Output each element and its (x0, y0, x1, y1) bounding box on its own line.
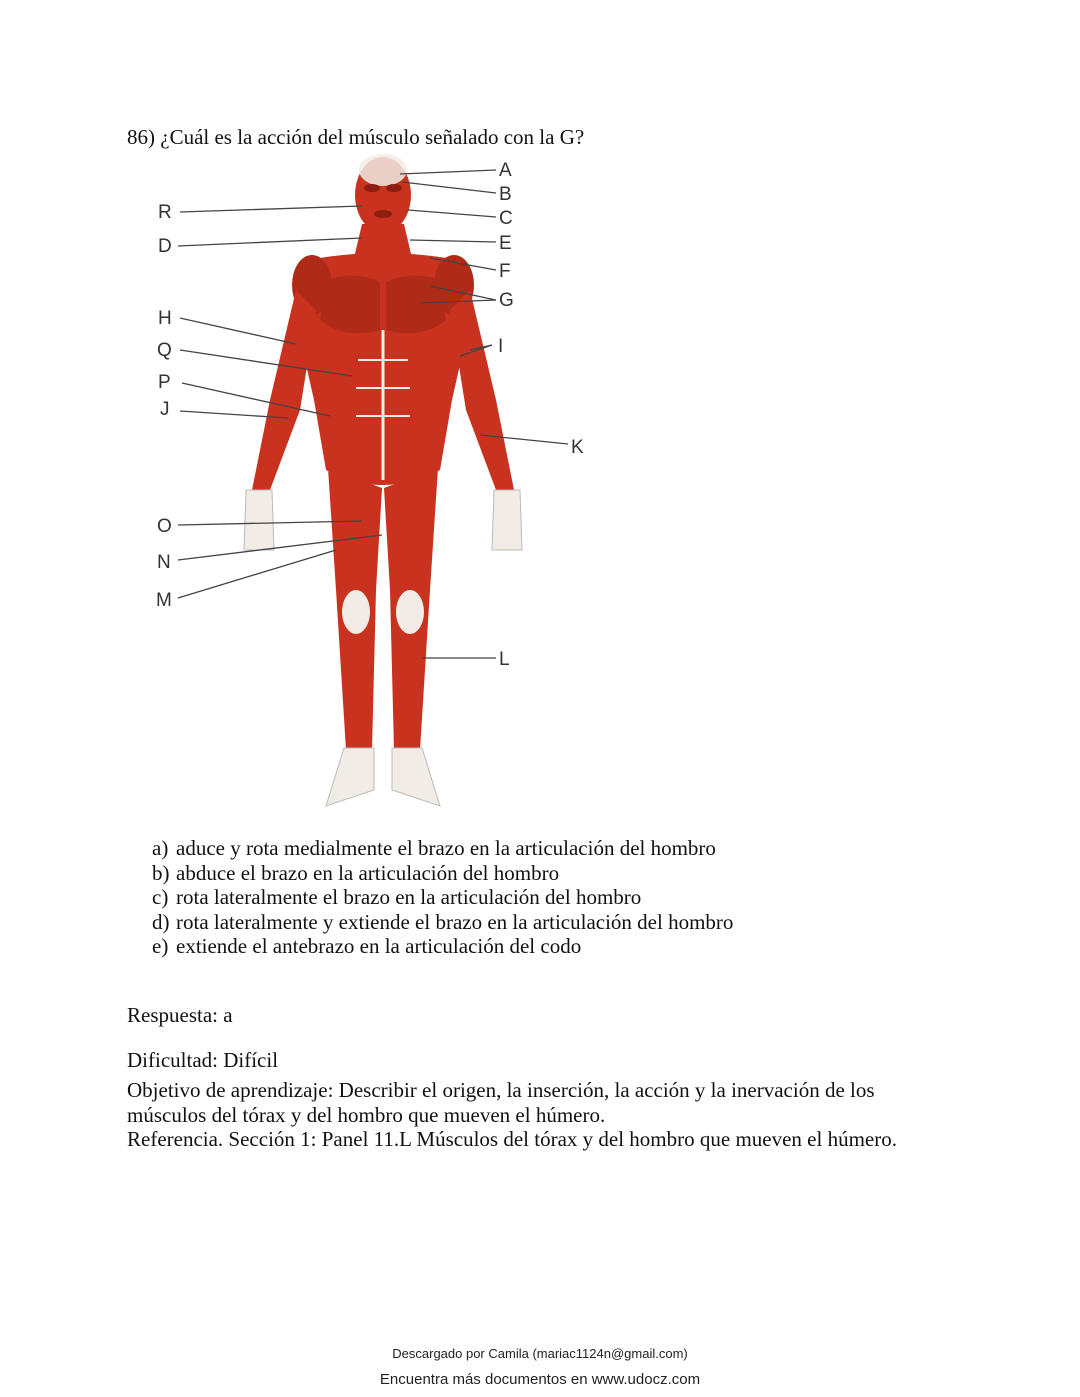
option-e (152, 934, 733, 959)
foot-right (392, 748, 440, 806)
cranium (359, 154, 407, 186)
option-letter: a) (152, 836, 169, 860)
label-m: M (156, 590, 172, 611)
label-o: O (157, 516, 172, 537)
question-text: ¿Cuál es la acción del músculo señalado con la G? (160, 125, 585, 149)
label-f: F (499, 261, 511, 282)
option-letter: e) (152, 934, 169, 958)
leader-line-p (182, 383, 330, 416)
leader-line-r (180, 206, 362, 212)
label-d: D (158, 236, 172, 257)
label-j: J (160, 399, 170, 420)
reference: Referencia. Sección 1: Panel 11.L Músculos del tórax y del hombro que mueven el húmero. (127, 1127, 897, 1151)
leader-line-e (410, 240, 496, 242)
leader-line-h (180, 318, 296, 344)
option-text: rota lateralmente el brazo en la articulación del hombro (176, 885, 642, 909)
label-k: K (571, 437, 584, 458)
difficulty: Dificultad: Difícil (127, 1048, 279, 1072)
leader-line-d (178, 238, 362, 246)
answer-options (152, 836, 733, 959)
option-text: rota lateralmente y extiende el brazo en la articulación del hombro (176, 909, 734, 934)
neck (354, 224, 412, 258)
label-e: E (499, 233, 512, 254)
option-letter: d) (152, 909, 170, 934)
option-letter: b) (152, 860, 170, 885)
leader-line-c (408, 210, 496, 217)
arm-right (450, 290, 514, 490)
muscle-anatomy-figure (140, 150, 610, 815)
option-text: abduce el brazo en la articulación del hombro (176, 860, 560, 885)
muscle-diagram (140, 150, 610, 815)
option-letter: c) (152, 885, 169, 909)
option-a (152, 836, 733, 861)
right-labels (498, 160, 584, 670)
option-c (152, 885, 733, 910)
leader-line-b (402, 182, 496, 193)
body-illustration (244, 154, 522, 806)
option-text: extiende el antebrazo en la articulación del codo (176, 934, 582, 958)
leader-line-a (400, 170, 496, 174)
arm-left (252, 290, 316, 490)
learning-objective: Objetivo de aprendizaje: Describir el origen, la inserción, la acción y la inervación de los músculos del tórax y del hombro que mueven el húmero. (127, 1078, 875, 1127)
label-g: G (499, 290, 514, 311)
knee-left (342, 590, 370, 634)
label-q: Q (157, 340, 172, 361)
option-d (152, 910, 733, 935)
answer: Respuesta: a (127, 1003, 233, 1027)
footer-downloaded-by: Descargado por Camila (mariac1124n@gmail.com) (392, 1346, 688, 1361)
question (127, 125, 584, 150)
knee-right (396, 590, 424, 634)
label-r: R (158, 202, 172, 223)
question-number: 86) (127, 125, 155, 149)
label-n: N (157, 552, 171, 573)
label-p: P (158, 372, 171, 393)
left-labels (156, 202, 172, 611)
option-text: aduce y rota medialmente el brazo en la articulación del hombro (176, 836, 716, 860)
hand-left (244, 490, 274, 550)
label-c: C (499, 208, 513, 229)
label-a: A (499, 160, 512, 181)
label-l: L (499, 649, 510, 670)
label-b: B (499, 184, 512, 205)
footer-more-docs-link[interactable]: Encuentra más documentos en www.udocz.com (379, 1371, 701, 1388)
foot-left (326, 748, 374, 806)
label-h: H (158, 308, 172, 329)
label-i: I (498, 336, 504, 357)
hand-right (492, 490, 522, 550)
option-b (152, 861, 733, 886)
